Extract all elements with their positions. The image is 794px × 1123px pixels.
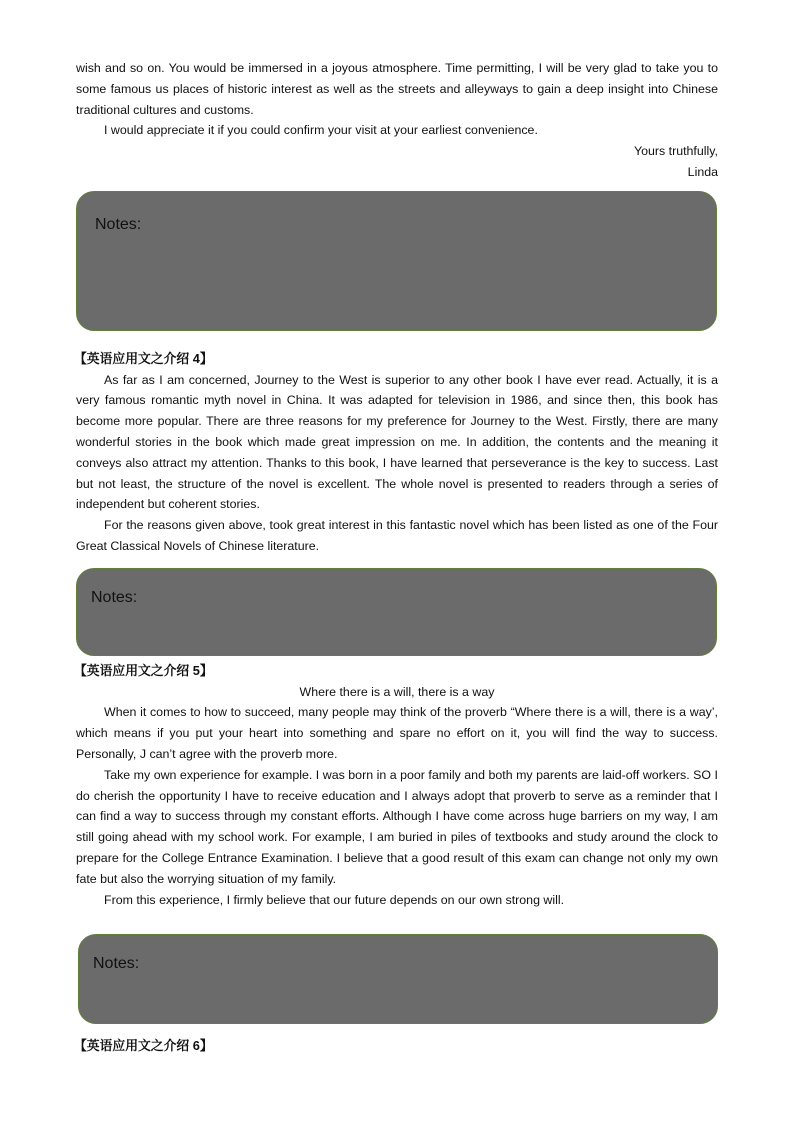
section-4-heading: 【英语应用文之介绍 4】 <box>74 350 213 366</box>
section-4-paragraph-1: As far as I am concerned, Journey to the West is superior to any other book I have ever read. Actually, it is a very famous romantic myth novel in China. It was adapted for television in 1986, and since then, this book has become more popular. There are three reasons for my preference for Journey to the West. Firstly, there are many wonderful stories in the book which made great impression on me. In addition, the contents and the meaning it conveys also attract my attention. Thanks to this book, I have learned that perseverance is the key to success. Last but not least, the structure of the novel is excellent. The whole novel is presented to readers through a series of independent but coherent stories. <box>76 372 718 512</box>
section-6-heading: 【英语应用文之介绍 6】 <box>74 1038 213 1054</box>
section-5-title: Where there is a will, there is a way <box>299 684 495 699</box>
notes-box-1[interactable] <box>76 191 717 331</box>
letter-paragraph-2: I would appreciate it if you could confirm your visit at your earliest convenience. <box>104 123 538 138</box>
letter-signature: Linda <box>687 164 718 179</box>
notes-label: Notes: <box>93 955 140 973</box>
letter-paragraph-1: wish and so on. You would be immersed in a joyous atmosphere. Time permitting, I will be very glad to take you to some famous us places of historic interest as well as the streets and alleyways to gain a deep insight into Chinese traditional cultures and customs. <box>76 61 718 117</box>
document-page <box>76 58 718 1057</box>
section-5-paragraph-3: From this experience, I firmly believe that our future depends on our own strong will. <box>104 892 565 907</box>
section-5-heading: 【英语应用文之介绍 5】 <box>74 662 213 678</box>
notes-box-2[interactable] <box>76 568 717 656</box>
letter-closing: Yours truthfully, <box>633 144 718 159</box>
section-5-paragraph-1: When it comes to how to succeed, many people may think of the proverb “Where there is a will, there is a way’, which means if you put your heart into something and spare no effort on it, you will find the way to success. Personally, J can’t agree with the proverb more. <box>76 705 718 761</box>
section-5-paragraph-2: Take my own experience for example. I was born in a poor family and both my parents are laid-off workers. SO I do cherish the opportunity I have to receive education and I always adopt that proverb to serve as a reminder that I can find a way to success through my constant efforts. Although I have come across huge barriers on my way, I am still going ahead with my school work. For example, I am buried in piles of textbooks and study around the clock to prepare for the College Entrance Examination. I believe that a good result of this exam can change not only my own fate but also the worrying situation of my family. <box>76 767 718 886</box>
notes-label: Notes: <box>95 215 142 233</box>
section-4-paragraph-2: For the reasons given above, took great interest in this fantastic novel which has been listed as one of the Four Great Classical Novels of Chinese literature. <box>76 518 718 553</box>
notes-box-3[interactable] <box>78 934 718 1024</box>
notes-label: Notes: <box>91 588 138 606</box>
